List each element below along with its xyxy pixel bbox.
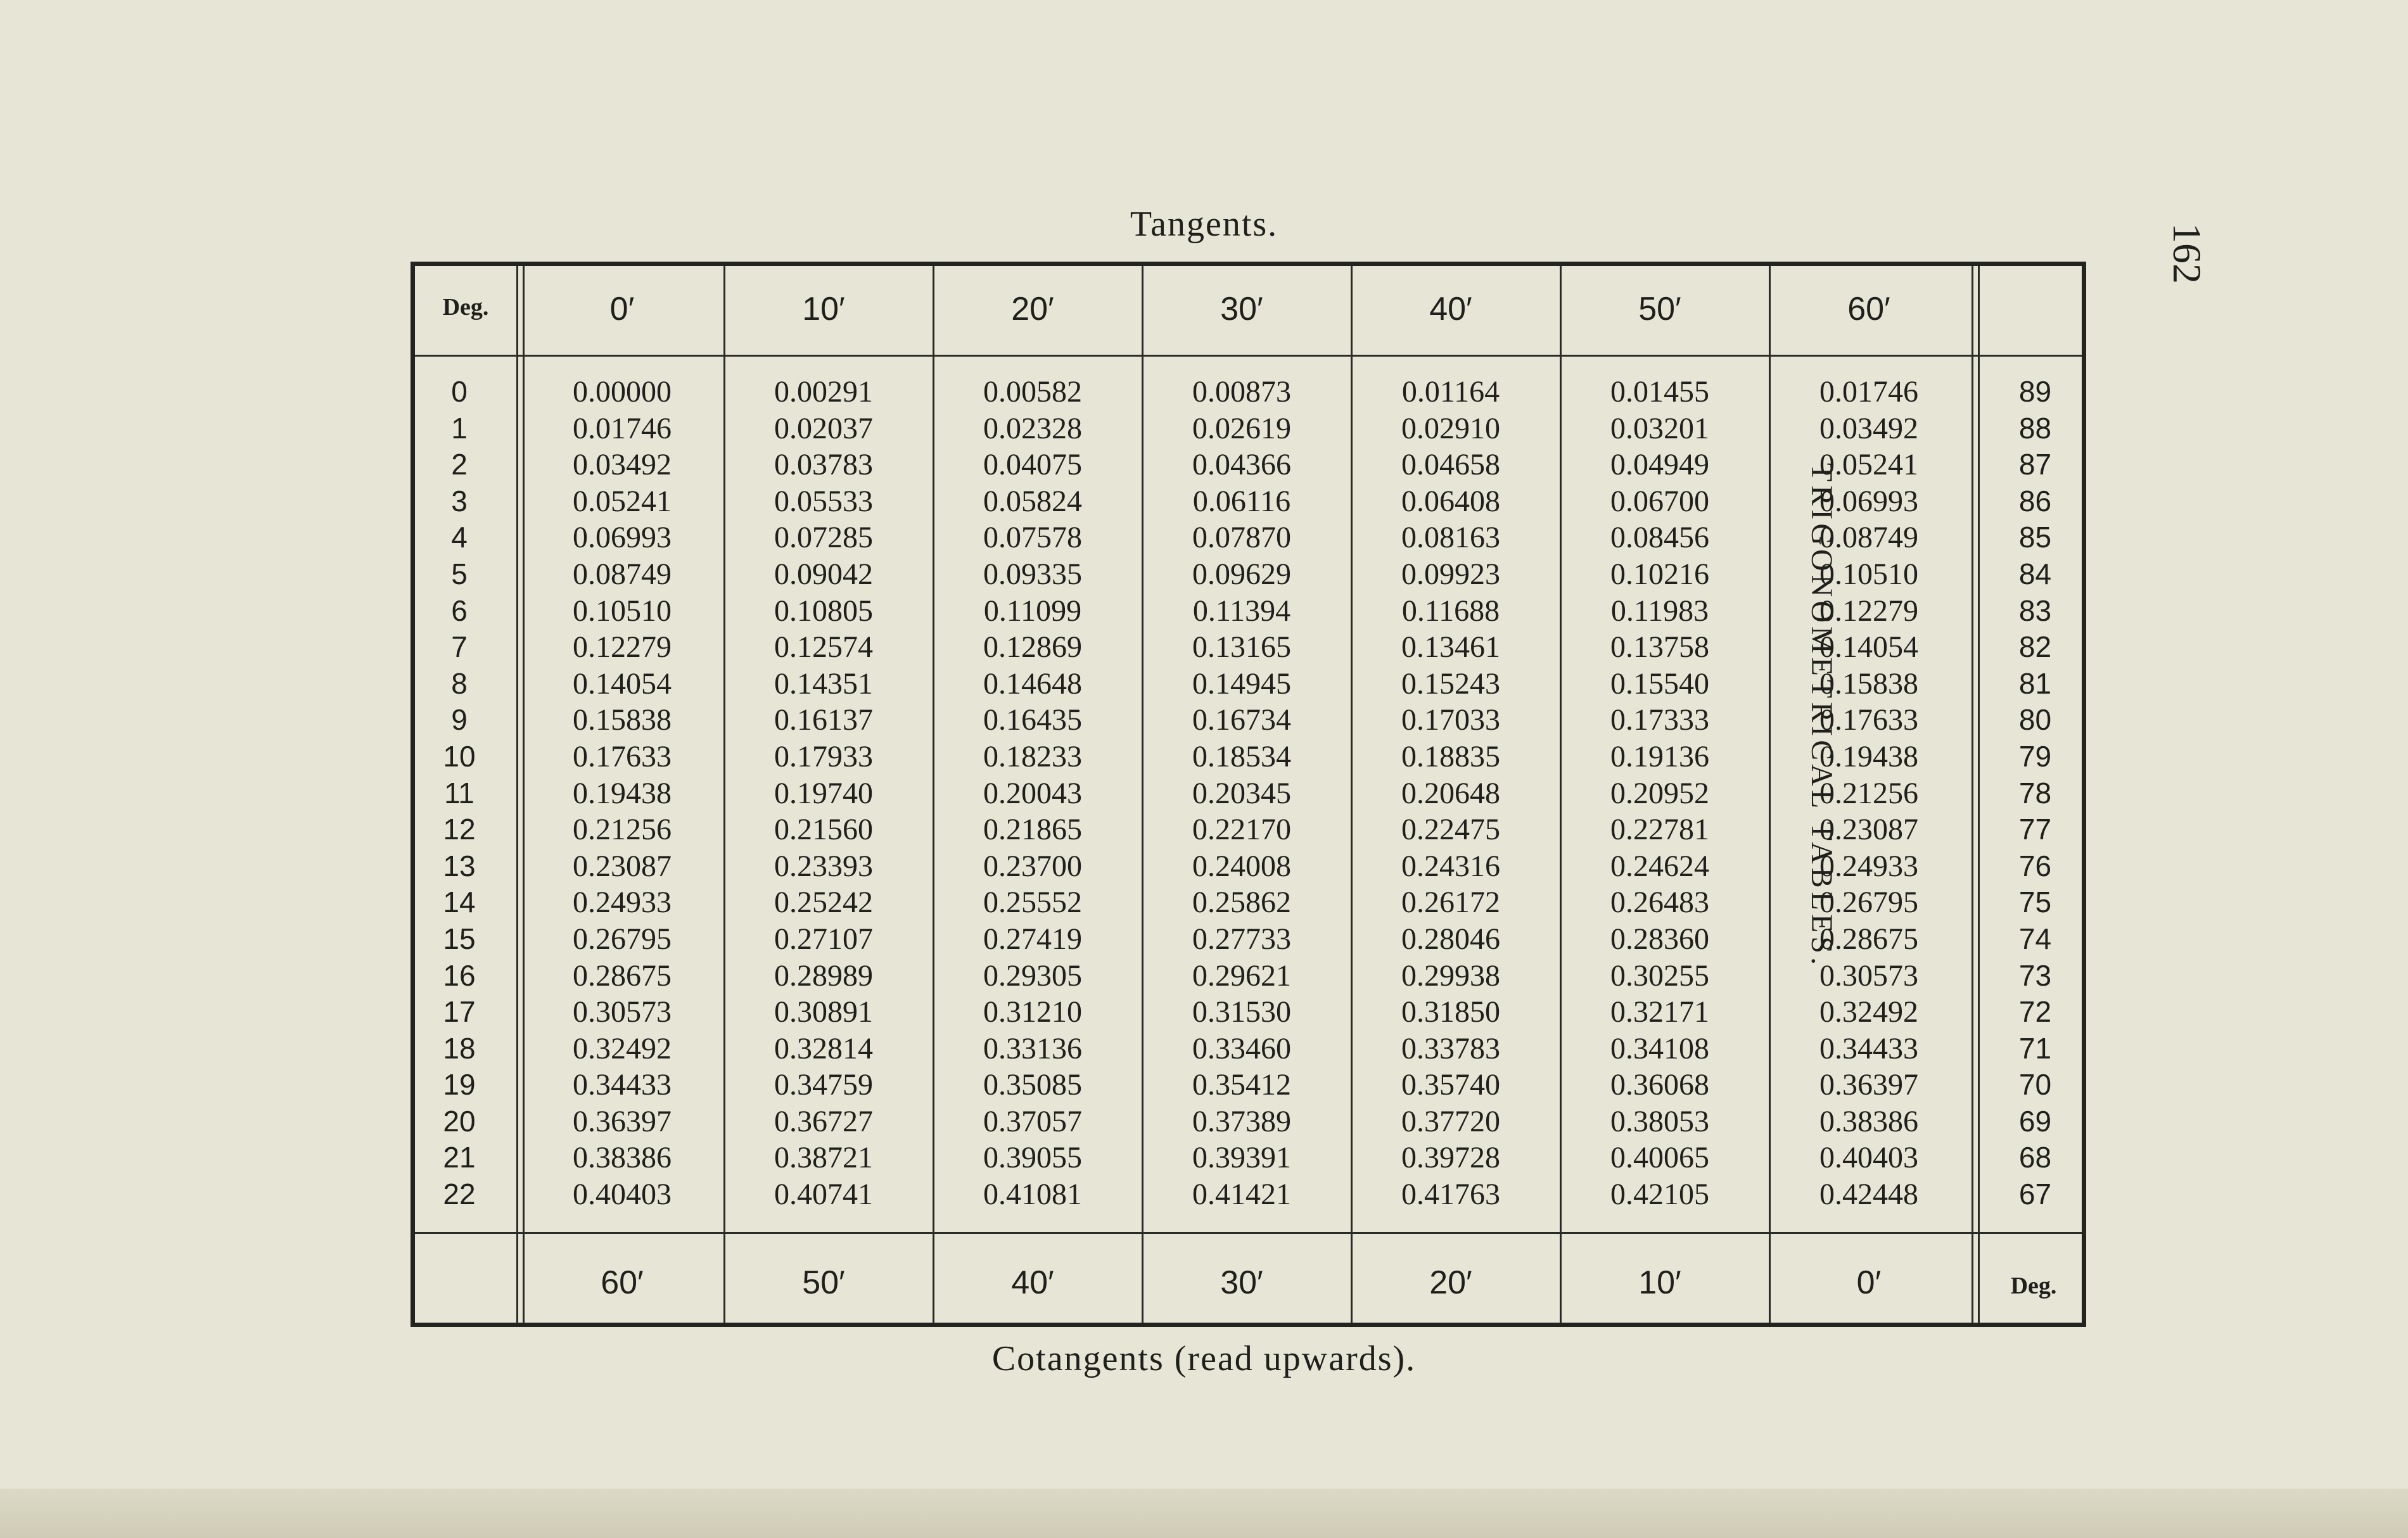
column-rule [1978, 266, 1980, 1323]
footer-minute: 20′ [1429, 1264, 1472, 1301]
tangent-cell: 0.19740 [774, 776, 873, 810]
tangent-cell: 0.01746 [573, 411, 672, 445]
tangent-cell: 0.20345 [1192, 776, 1291, 810]
tangent-cell: 0.40403 [1819, 1141, 1918, 1175]
tangent-cell: 0.09335 [983, 557, 1082, 591]
complement-degree-cell: 77 [2018, 813, 2052, 846]
tangent-cell: 0.26483 [1610, 886, 1709, 920]
footer-minute: 10′ [1638, 1264, 1681, 1301]
tangent-cell: 0.05533 [774, 484, 873, 518]
tangent-cell: 0.28046 [1401, 922, 1500, 956]
header-deg-text: Deg. [442, 294, 489, 321]
degree-cell: 17 [443, 995, 476, 1029]
tangent-cell: 0.18534 [1192, 739, 1291, 773]
complement-degree-cell: 84 [2018, 557, 2052, 590]
tangent-cell: 0.14054 [573, 666, 672, 701]
tangent-cell: 0.04366 [1192, 448, 1291, 482]
column-rule [1142, 266, 1143, 1323]
tangent-cell: 0.22170 [1192, 813, 1291, 847]
degree-cell: 10 [443, 739, 476, 773]
tangent-cell: 0.04658 [1401, 448, 1500, 482]
footer-rule [415, 1232, 2082, 1234]
tangent-cell: 0.30891 [774, 995, 873, 1029]
tangent-cell: 0.06700 [1610, 484, 1709, 518]
tangent-cell: 0.38386 [1819, 1104, 1918, 1138]
tangent-cell: 0.18233 [983, 739, 1082, 773]
tangent-cell: 0.38386 [573, 1141, 672, 1175]
header-minute: 40′ [1429, 291, 1472, 327]
degree-cell: 3 [451, 484, 468, 518]
tangent-cell: 0.10805 [774, 594, 873, 628]
column-rule [1560, 266, 1562, 1323]
tangent-cell: 0.28675 [573, 958, 672, 993]
degree-cell: 21 [443, 1141, 476, 1174]
tangent-cell: 0.11099 [983, 594, 1082, 628]
column-rule [516, 266, 518, 1323]
table-title: Tangents. [1130, 205, 1278, 244]
degree-cell: 7 [451, 630, 468, 664]
degree-cell: 4 [451, 521, 468, 554]
tangent-cell: 0.01746 [1819, 375, 1918, 409]
degree-cell: 5 [451, 557, 468, 590]
tangent-cell: 0.21256 [1819, 776, 1918, 810]
header-minute: 20′ [1011, 291, 1054, 327]
complement-degree-cell: 79 [2018, 739, 2052, 773]
tangent-cell: 0.21865 [983, 813, 1082, 847]
value-column [1562, 374, 1758, 1213]
degree-cell: 18 [443, 1031, 476, 1065]
tangent-cell: 0.37720 [1401, 1104, 1500, 1138]
tangent-cell: 0.12279 [573, 630, 672, 664]
tangent-cell: 0.21256 [573, 813, 672, 847]
page-number: 162 [2165, 223, 2210, 284]
tangent-cell: 0.28989 [774, 958, 873, 993]
tangent-cell: 0.07285 [774, 521, 873, 555]
tangent-cell: 0.10510 [1819, 557, 1918, 591]
complement-degree-cell: 73 [2018, 958, 2052, 992]
tangent-cell: 0.26172 [1401, 886, 1500, 920]
tangent-cell: 0.39391 [1192, 1141, 1291, 1175]
degree-cell: 12 [443, 813, 476, 846]
complement-degree-cell: 69 [2018, 1104, 2052, 1138]
complement-degree-cell: 68 [2018, 1141, 2052, 1174]
tangent-cell: 0.20648 [1401, 776, 1500, 810]
tangent-cell: 0.08163 [1401, 521, 1500, 555]
tangent-cell: 0.17033 [1401, 703, 1500, 737]
tangent-cell: 0.32492 [573, 1031, 672, 1065]
tangent-cell: 0.12574 [774, 630, 873, 664]
tangent-cell: 0.00873 [1192, 375, 1291, 409]
header-rule [415, 355, 2082, 357]
tangent-cell: 0.28360 [1610, 922, 1709, 956]
tangent-cell: 0.05241 [1819, 448, 1918, 482]
tangent-cell: 0.14648 [983, 666, 1082, 701]
tangent-cell: 0.26795 [1819, 886, 1918, 920]
tangent-cell: 0.14351 [774, 666, 873, 701]
column-rule [1972, 266, 1973, 1323]
tangent-cell: 0.37389 [1192, 1104, 1291, 1138]
tangent-cell: 0.16734 [1192, 703, 1291, 737]
tangent-cell: 0.23087 [573, 849, 672, 883]
complement-degree-cell: 88 [2018, 411, 2052, 445]
complement-degree-cell: 75 [2018, 886, 2052, 919]
complement-degree-cell: 80 [2018, 703, 2052, 737]
value-column [934, 374, 1131, 1213]
tangent-cell: 0.41421 [1192, 1178, 1291, 1212]
value-column [725, 374, 922, 1213]
tangent-cell: 0.34108 [1610, 1031, 1709, 1065]
tangent-cell: 0.04075 [983, 448, 1082, 482]
tangent-cell: 0.02037 [774, 411, 873, 445]
tangent-cell: 0.40065 [1610, 1141, 1709, 1175]
degree-cell: 19 [443, 1068, 476, 1102]
tangent-cell: 0.42105 [1610, 1178, 1709, 1212]
tangent-cell: 0.14054 [1819, 630, 1918, 664]
tangent-cell: 0.01455 [1610, 375, 1709, 409]
tangent-cell: 0.41763 [1401, 1178, 1500, 1212]
tangent-cell: 0.29938 [1401, 958, 1500, 993]
tangent-cell: 0.07870 [1192, 521, 1291, 555]
tangent-cell: 0.19438 [573, 776, 672, 810]
tangent-cell: 0.17633 [573, 739, 672, 773]
degree-cell: 20 [443, 1104, 476, 1138]
degree-cell: 2 [451, 448, 468, 481]
tangent-cell: 0.10510 [573, 594, 672, 628]
tangent-cell: 0.10216 [1610, 557, 1709, 591]
degree-cell: 0 [451, 375, 468, 408]
header-minute: 0′ [609, 291, 635, 327]
tangent-cell: 0.20952 [1610, 776, 1709, 810]
tangent-cell: 0.24933 [573, 886, 672, 920]
column-rule [933, 266, 934, 1323]
tangent-cell: 0.09923 [1401, 557, 1500, 591]
tangent-cell: 0.24316 [1401, 849, 1500, 883]
tangent-cell: 0.17333 [1610, 703, 1709, 737]
tangent-cell: 0.41081 [983, 1178, 1082, 1212]
tangent-cell: 0.36727 [774, 1104, 873, 1138]
complement-degree-cell: 71 [2018, 1031, 2052, 1065]
tangent-cell: 0.37057 [983, 1104, 1082, 1138]
tangent-cell: 0.19136 [1610, 739, 1709, 773]
tangent-cell: 0.15838 [1819, 666, 1918, 701]
complement-degree-cell: 70 [2018, 1068, 2052, 1102]
tangent-cell: 0.11688 [1401, 594, 1500, 628]
column-rule [523, 266, 525, 1323]
degree-cell: 6 [451, 594, 468, 627]
tangent-cell: 0.25552 [983, 886, 1082, 920]
tangent-cell: 0.34433 [573, 1068, 672, 1102]
tangent-cell: 0.42448 [1819, 1178, 1918, 1212]
tangent-cell: 0.17933 [774, 739, 873, 773]
tangent-cell: 0.36068 [1610, 1068, 1709, 1102]
tangent-cell: 0.00291 [774, 375, 873, 409]
degree-column-left [418, 374, 500, 1213]
header-minute: 60′ [1847, 291, 1890, 327]
tangent-cell: 0.23087 [1819, 813, 1918, 847]
tangent-cell: 0.33460 [1192, 1031, 1291, 1065]
tangent-cell: 0.11394 [1192, 594, 1291, 628]
degree-cell: 8 [451, 666, 468, 700]
tangent-cell: 0.15838 [573, 703, 672, 737]
tangent-cell: 0.24624 [1610, 849, 1709, 883]
tangent-cell: 0.13758 [1610, 630, 1709, 664]
tangent-cell: 0.02619 [1192, 411, 1291, 445]
tangent-cell: 0.09042 [774, 557, 873, 591]
tangent-cell: 0.02328 [983, 411, 1082, 445]
tangent-cell: 0.27733 [1192, 922, 1291, 956]
tangent-cell: 0.01164 [1401, 375, 1500, 409]
tangent-cell: 0.28675 [1819, 922, 1918, 956]
complement-degree-cell: 74 [2018, 922, 2052, 955]
complement-degree-cell: 89 [2018, 375, 2052, 408]
tangent-cell: 0.36397 [573, 1104, 672, 1138]
tangent-cell: 0.06993 [1819, 484, 1918, 518]
tangent-cell: 0.39728 [1401, 1141, 1500, 1175]
tangent-cell: 0.38053 [1610, 1104, 1709, 1138]
tangent-cell: 0.13461 [1401, 630, 1500, 664]
tangent-cell: 0.24008 [1192, 849, 1291, 883]
degree-cell: 15 [443, 922, 476, 955]
page-edge-shadow [0, 1489, 2408, 1538]
tangent-cell: 0.05241 [573, 484, 672, 518]
degree-cell: 22 [443, 1178, 476, 1211]
header-minute: 10′ [802, 291, 845, 327]
tangent-cell: 0.29305 [983, 958, 1082, 993]
value-column [1771, 374, 1967, 1213]
header-minute: 50′ [1638, 291, 1681, 327]
running-head: TRIGONOMETRICAL TABLES. [1805, 462, 1838, 969]
tangent-cell: 0.06993 [573, 521, 672, 555]
complement-degree-cell: 85 [2018, 521, 2052, 554]
degree-cell: 11 [444, 776, 475, 810]
tangent-cell: 0.26795 [573, 922, 672, 956]
tangent-cell: 0.08749 [573, 557, 672, 591]
tangent-cell: 0.34433 [1819, 1031, 1918, 1065]
degree-cell: 13 [443, 849, 476, 882]
tangent-cell: 0.33783 [1401, 1031, 1500, 1065]
tangent-cell: 0.24933 [1819, 849, 1918, 883]
tangent-cell: 0.20043 [983, 776, 1082, 810]
tangent-cell: 0.08749 [1819, 521, 1918, 555]
tangent-cell: 0.06116 [1192, 484, 1291, 518]
tangent-cell: 0.25862 [1192, 886, 1291, 920]
degree-column-right [1989, 374, 2081, 1213]
complement-degree-cell: 81 [2018, 666, 2052, 700]
tangent-cell: 0.22781 [1610, 813, 1709, 847]
tangent-cell: 0.18835 [1401, 739, 1500, 773]
complement-degree-cell: 82 [2018, 630, 2052, 664]
tangent-cell: 0.31530 [1192, 995, 1291, 1029]
footer-minute: 60′ [601, 1264, 644, 1301]
tangent-cell: 0.06408 [1401, 484, 1500, 518]
tangent-cell: 0.00582 [983, 375, 1082, 409]
tangent-cell: 0.03492 [573, 448, 672, 482]
footer-minute: 50′ [802, 1264, 845, 1301]
complement-degree-cell: 87 [2018, 448, 2052, 481]
tangent-cell: 0.12869 [983, 630, 1082, 664]
column-rule [1769, 266, 1771, 1323]
tangent-cell: 0.23700 [983, 849, 1082, 883]
tangent-cell: 0.05824 [983, 484, 1082, 518]
tangent-cell: 0.14945 [1192, 666, 1291, 701]
value-column [524, 374, 720, 1213]
tangent-cell: 0.30255 [1610, 958, 1709, 993]
tangent-cell: 0.15540 [1610, 666, 1709, 701]
tangent-cell: 0.34759 [774, 1068, 873, 1102]
tangent-cell: 0.29621 [1192, 958, 1291, 993]
tangent-cell: 0.35412 [1192, 1068, 1291, 1102]
footer-minute: 0′ [1856, 1264, 1882, 1301]
value-column [1143, 374, 1340, 1213]
complement-degree-cell: 67 [2018, 1178, 2052, 1211]
complement-degree-cell: 83 [2018, 594, 2052, 627]
tangent-cell: 0.32814 [774, 1031, 873, 1065]
tangent-cell: 0.19438 [1819, 739, 1918, 773]
tangent-cell: 0.16435 [983, 703, 1082, 737]
tangent-cell: 0.27107 [774, 922, 873, 956]
tangent-cell: 0.13165 [1192, 630, 1291, 664]
tangent-cell: 0.03201 [1610, 411, 1709, 445]
value-column [1353, 374, 1549, 1213]
tangent-cell: 0.25242 [774, 886, 873, 920]
complement-degree-cell: 86 [2018, 484, 2052, 518]
tangent-cell: 0.36397 [1819, 1068, 1918, 1102]
tangent-cell: 0.08456 [1610, 521, 1709, 555]
footer-minute: 30′ [1220, 1264, 1263, 1301]
tangent-cell: 0.33136 [983, 1031, 1082, 1065]
tangent-cell: 0.07578 [983, 521, 1082, 555]
tangent-cell: 0.02910 [1401, 411, 1500, 445]
header-deg-label [418, 285, 513, 323]
column-rule [1351, 266, 1353, 1323]
tangent-cell: 0.09629 [1192, 557, 1291, 591]
tangent-cell: 0.32492 [1819, 995, 1918, 1029]
tangent-cell: 0.40741 [774, 1178, 873, 1212]
complement-degree-cell: 72 [2018, 995, 2052, 1029]
tangent-cell: 0.21560 [774, 813, 873, 847]
tangent-cell: 0.03492 [1819, 411, 1918, 445]
tangent-cell: 0.12279 [1819, 594, 1918, 628]
tangent-cell: 0.39055 [983, 1141, 1082, 1175]
tangent-cell: 0.32171 [1610, 995, 1709, 1029]
tangent-cell: 0.16137 [774, 703, 873, 737]
tangent-cell: 0.17633 [1819, 703, 1918, 737]
degree-cell: 14 [443, 886, 476, 919]
column-rule [723, 266, 725, 1323]
tangent-cell: 0.40403 [573, 1178, 672, 1212]
complement-degree-cell: 78 [2018, 776, 2052, 810]
complement-degree-cell: 76 [2018, 849, 2052, 882]
footer-caption: Cotangents (read upwards). [991, 1339, 1417, 1378]
footer-deg-label [1983, 1264, 2084, 1302]
tangent-cell: 0.00000 [573, 375, 672, 409]
tangent-cell: 0.38721 [774, 1141, 873, 1175]
tangent-cell: 0.27419 [983, 922, 1082, 956]
tangent-cell: 0.04949 [1610, 448, 1709, 482]
tangent-cell: 0.11983 [1610, 594, 1709, 628]
header-minute: 30′ [1220, 291, 1263, 327]
footer-minute: 40′ [1011, 1264, 1054, 1301]
tangent-cell: 0.35740 [1401, 1068, 1500, 1102]
tangent-cell: 0.30573 [1819, 958, 1918, 993]
footer-deg-text: Deg. [2010, 1273, 2057, 1299]
tangent-cell: 0.23393 [774, 849, 873, 883]
tangent-cell: 0.03783 [774, 448, 873, 482]
tangent-cell: 0.31850 [1401, 995, 1500, 1029]
tangent-cell: 0.30573 [573, 995, 672, 1029]
degree-cell: 9 [451, 703, 468, 737]
tangent-cell: 0.31210 [983, 995, 1082, 1029]
tangent-cell: 0.15243 [1401, 666, 1500, 701]
degree-cell: 1 [451, 411, 468, 445]
tangent-cell: 0.22475 [1401, 813, 1500, 847]
degree-cell: 16 [443, 958, 476, 992]
tangent-cell: 0.35085 [983, 1068, 1082, 1102]
